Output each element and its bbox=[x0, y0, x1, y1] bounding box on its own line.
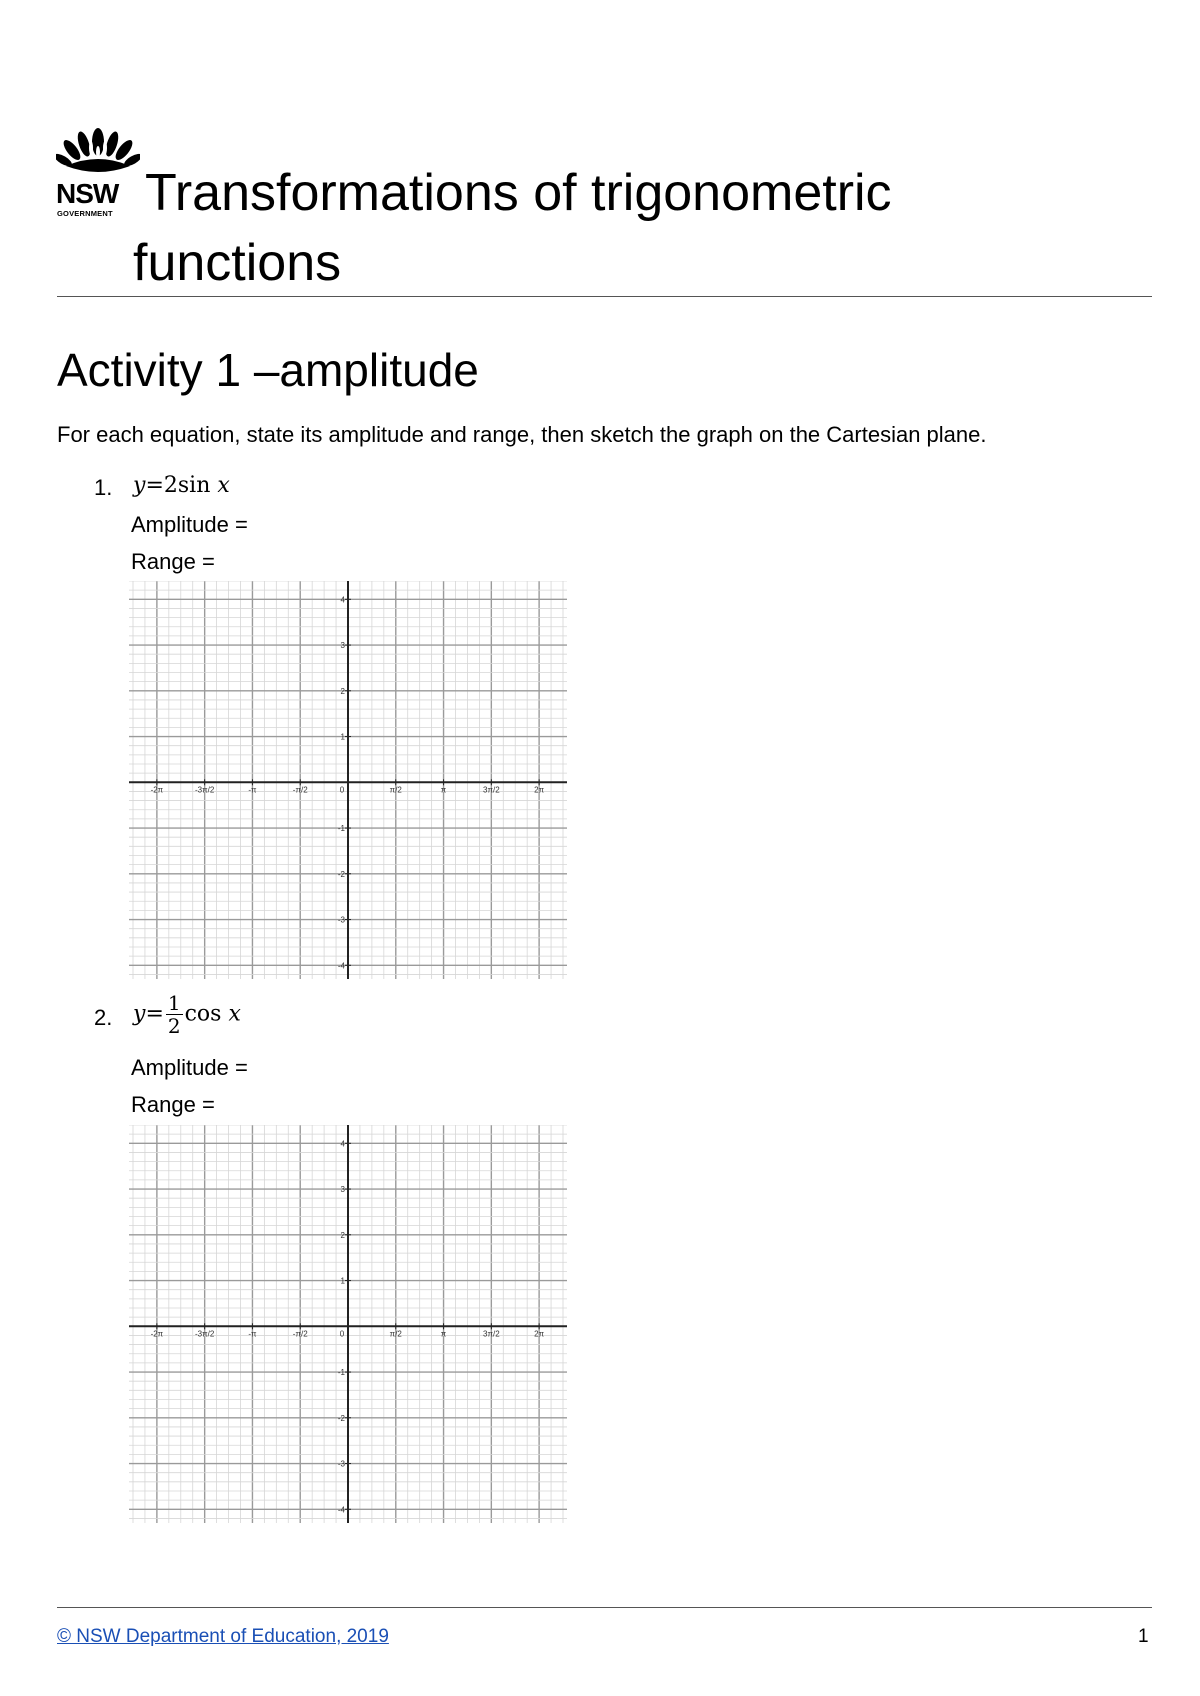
eq-function: cos bbox=[184, 1001, 222, 1027]
eq-y: y bbox=[133, 1001, 146, 1027]
instructions-text: For each equation, state its amplitude and range, then sketch the graph on the Cartesian plane. bbox=[57, 422, 987, 447]
x-tick-label: -3π/2 bbox=[195, 1329, 215, 1339]
x-tick-label: π/2 bbox=[389, 1329, 402, 1339]
y-tick-label: 4 bbox=[340, 1139, 345, 1149]
x-tick-label: -π/2 bbox=[292, 1329, 308, 1339]
y-tick-label: -4 bbox=[337, 1505, 345, 1515]
x-tick-label: -π/2 bbox=[292, 785, 308, 795]
y-tick-label: 1 bbox=[340, 732, 345, 742]
y-tick-label: -1 bbox=[337, 1368, 345, 1378]
x-tick-label: -2π bbox=[150, 1329, 164, 1339]
eq-numerator: 1 bbox=[167, 991, 181, 1015]
x-tick-label: π/2 bbox=[389, 785, 402, 795]
page-title bbox=[133, 158, 1145, 298]
x-tick-label: π bbox=[440, 1329, 447, 1339]
x-tick-label: 2π bbox=[534, 785, 545, 795]
logo-wordmark: NSW bbox=[56, 178, 119, 209]
question-1-amplitude-label: Amplitude = bbox=[131, 512, 248, 537]
question-1-equation bbox=[133, 473, 230, 498]
x-tick-label: π bbox=[440, 785, 447, 795]
question-2-number: 2. bbox=[94, 1005, 113, 1030]
y-tick-label: 3 bbox=[340, 1185, 345, 1195]
y-tick-label: -1 bbox=[337, 824, 345, 834]
question-1-range-label: Range = bbox=[131, 549, 215, 574]
y-tick-label: -3 bbox=[337, 1459, 345, 1469]
activity-heading: Activity 1 –amplitude bbox=[57, 344, 479, 396]
copyright-link[interactable]: © NSW Department of Education, 2019 bbox=[57, 1626, 389, 1647]
y-tick-label: 4 bbox=[340, 595, 345, 605]
question-2-amplitude-label: Amplitude = bbox=[131, 1055, 248, 1080]
y-tick-label: 2 bbox=[340, 1230, 345, 1240]
title-divider bbox=[57, 296, 1152, 297]
cartesian-plane-1[interactable] bbox=[129, 581, 567, 979]
logo-subtext: GOVERNMENT bbox=[57, 209, 113, 218]
eq-y: y bbox=[133, 473, 146, 498]
y-tick-label: 2 bbox=[340, 686, 345, 696]
eq-function: sin bbox=[177, 473, 211, 498]
x-tick-label: -π bbox=[248, 785, 257, 795]
footer-divider bbox=[57, 1607, 1152, 1608]
eq-x: x bbox=[228, 1001, 241, 1027]
waratah-icon bbox=[56, 122, 140, 180]
question-2-range-label: Range = bbox=[131, 1092, 215, 1117]
x-tick-label: 3π/2 bbox=[483, 1329, 500, 1339]
x-tick-label: -π bbox=[248, 1329, 257, 1339]
y-tick-label: -2 bbox=[337, 1413, 345, 1423]
x-tick-label: 2π bbox=[534, 1329, 545, 1339]
y-tick-label: 3 bbox=[340, 641, 345, 651]
eq-equals: = bbox=[145, 1001, 164, 1027]
title-line-2: functions bbox=[133, 234, 342, 292]
x-tick-label: 0 bbox=[339, 785, 345, 795]
eq-equals: = bbox=[145, 473, 164, 498]
eq-fraction bbox=[166, 992, 183, 1037]
question-1-number: 1. bbox=[94, 475, 113, 500]
eq-denominator: 2 bbox=[167, 1014, 181, 1038]
cartesian-plane-2[interactable] bbox=[129, 1125, 567, 1523]
title-line-1: Transformations of trigonometric bbox=[145, 164, 892, 222]
nsw-government-logo bbox=[56, 122, 140, 218]
x-tick-label: -3π/2 bbox=[195, 785, 215, 795]
eq-coefficient: 2 bbox=[163, 473, 178, 498]
y-tick-label: 1 bbox=[340, 1276, 345, 1286]
x-tick-label: -2π bbox=[150, 785, 164, 795]
question-2-equation bbox=[133, 992, 241, 1037]
y-tick-label: -2 bbox=[337, 869, 345, 879]
y-tick-label: -4 bbox=[337, 961, 345, 971]
page-number: 1 bbox=[1138, 1626, 1149, 1647]
y-tick-label: -3 bbox=[337, 915, 345, 925]
x-tick-label: 0 bbox=[339, 1329, 345, 1339]
x-tick-label: 3π/2 bbox=[483, 785, 500, 795]
eq-x: x bbox=[217, 473, 230, 498]
